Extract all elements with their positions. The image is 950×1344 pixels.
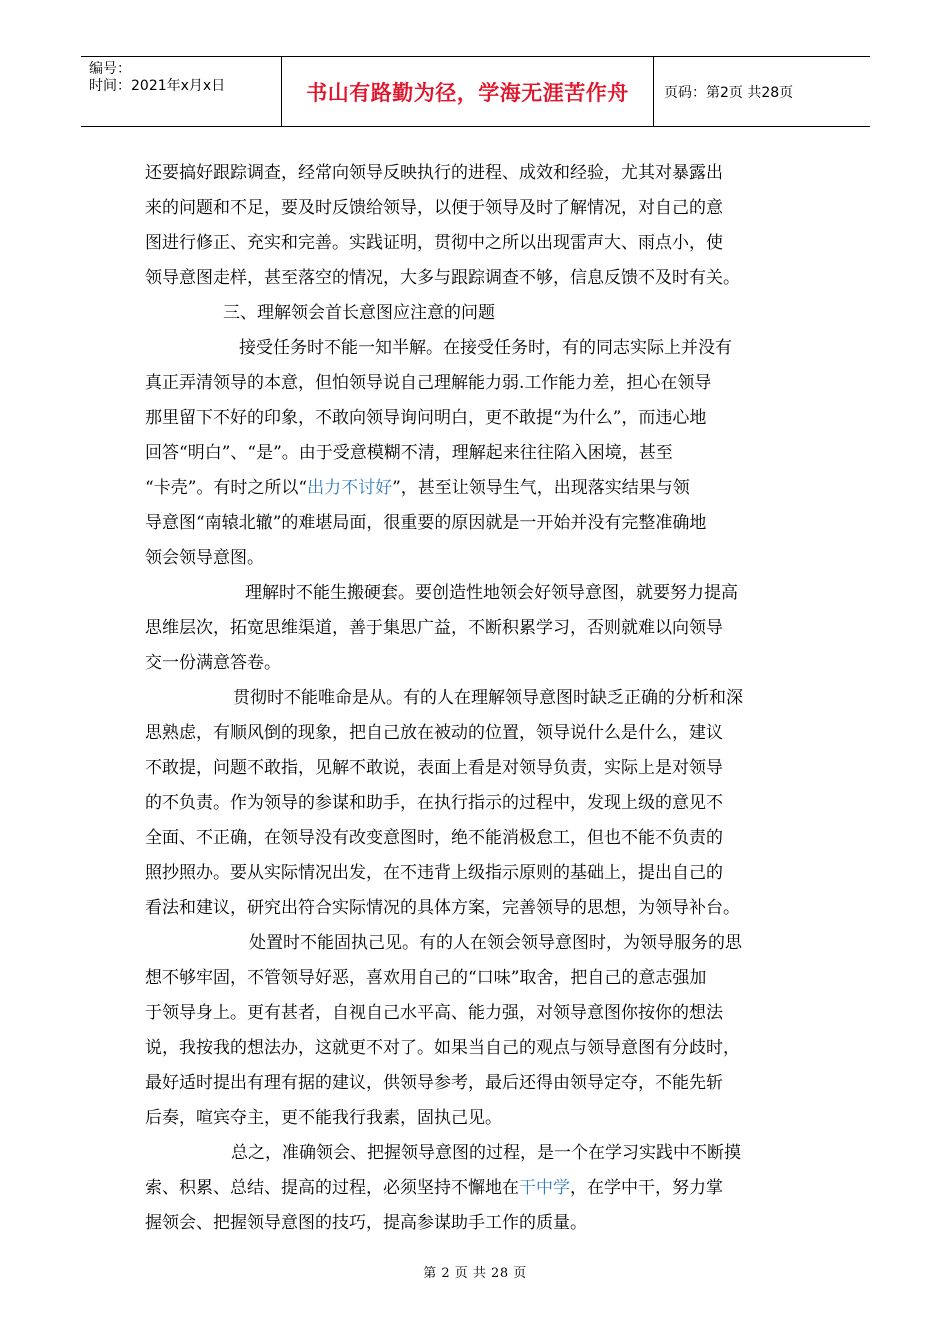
text-line: 全面、不正确，在领导没有改变意图时，绝不能消极怠工，但也不能不负责的 <box>145 828 723 848</box>
text-line: 后奏，喧宾夺主，更不能我行我素，固执己见。 <box>145 1108 502 1128</box>
text-fragment: ，在学中干，努力掌 <box>570 1178 723 1198</box>
paragraph-followup <box>145 156 800 296</box>
page-label: 页码：第2页 共28页 <box>664 84 794 101</box>
section-heading <box>145 296 800 331</box>
header-meta <box>81 57 281 126</box>
text-line: 领导意图走样，甚至落空的情况，大多与跟踪调查不够，信息反馈不及时有关。 <box>145 268 740 288</box>
text-line: 贯彻时不能唯命是从。有的人在理解领导意图时缺乏正确的分析和深 <box>233 688 743 708</box>
number-label: 编号： <box>89 61 131 77</box>
text-line <box>145 471 800 506</box>
paragraph-accept-task <box>145 331 800 576</box>
hyperlink-chulibutaohao[interactable]: 出力不讨好 <box>307 478 393 498</box>
paragraph-handle <box>145 926 800 1136</box>
text-line: 真正弄清领导的本意，但怕领导说自己理解能力弱.工作能力差，担心在领导 <box>145 373 712 393</box>
paragraph-summary <box>145 1136 800 1241</box>
text-line: 看法和建议，研究出符合实际情况的具体方案，完善领导的思想，为领导补台。 <box>145 898 740 918</box>
text-line: 回答“明白”、“是”。由于受意模糊不清，理解起来往往陷入困境，甚至 <box>145 443 673 463</box>
text-line: 来的问题和不足，要及时反馈给领导，以便于领导及时了解情况，对自己的意 <box>145 198 723 218</box>
hyperlink-ganzhongxue[interactable]: 干中学 <box>519 1178 570 1198</box>
text-line: 总之，准确领会、把握领导意图的过程，是一个在学习实践中不断摸 <box>231 1143 741 1163</box>
paragraph-understand <box>145 576 800 681</box>
text-line: 思维层次，拓宽思维渠道，善于集思广益，不断积累学习，否则就难以向领导 <box>145 618 723 638</box>
text-fragment: ”，甚至让领导生气，出现落实结果与领 <box>392 478 690 498</box>
text-line: 思熟虑，有顺风倒的现象，把自己放在被动的位置，领导说什么是什么，建议 <box>145 723 723 743</box>
text-line: 导意图“南辕北辙”的难堪局面，很重要的原因就是一开始并没有完整准确地 <box>145 513 707 533</box>
text-line: 处置时不能固执己见。有的人在领会领导意图时，为领导服务的思 <box>249 933 742 953</box>
text-line: 那里留下不好的印象，不敢向领导询问明白，更不敢提“为什么”，而违心地 <box>145 408 707 428</box>
text-line: 接受任务时不能一知半解。在接受任务时，有的同志实际上并没有 <box>239 338 732 358</box>
text-line: 还要搞好跟踪调查，经常向领导反映执行的进程、成效和经验，尤其对暴露出 <box>145 163 723 183</box>
page-footer: 第 2 页 共 28 页 <box>423 1266 527 1281</box>
text-line: 不敢提，问题不敢指，见解不敢说，表面上看是对领导负责，实际上是对领导 <box>145 758 723 778</box>
heading-text: 三、理解领会首长意图应注意的问题 <box>223 303 495 323</box>
header-page-info <box>654 57 870 126</box>
text-line: 的不负责。作为领导的参谋和助手，在执行指示的过程中，发现上级的意见不 <box>145 793 723 813</box>
paragraph-implement <box>145 681 800 926</box>
header-motto <box>281 57 654 126</box>
text-line: 交一份满意答卷。 <box>145 653 281 673</box>
text-line: 握领会、把握领导意图的技巧，提高参谋助手工作的质量。 <box>145 1213 587 1233</box>
text-line: 图进行修正、充实和完善。实践证明，贯彻中之所以出现雷声大、雨点小，使 <box>145 233 723 253</box>
text-fragment: 索、积累、总结、提高的过程，必须坚持不懈地在 <box>145 1178 519 1198</box>
text-line <box>145 1171 800 1206</box>
page-header <box>81 56 870 127</box>
text-line: 领会领导意图。 <box>145 548 264 568</box>
text-line: 说，我按我的想法办，这就更不对了。如果当自己的观点与领导意图有分歧时， <box>145 1038 740 1058</box>
text-line: 想不够牢固，不管领导好恶，喜欢用自己的“口味”取舍，把自己的意志强加 <box>145 968 707 988</box>
text-line: 最好适时提出有理有据的建议，供领导参考，最后还得由领导定夺，不能先斩 <box>145 1073 723 1093</box>
text-line: 照抄照办。要从实际情况出发，在不违背上级指示原则的基础上，提出自己的 <box>145 863 723 883</box>
text-line: 理解时不能生搬硬套。要创造性地领会好领导意图，就要努力提高 <box>245 583 738 603</box>
text-line: 于领导身上。更有甚者，自视自己水平高、能力强，对领导意图你按你的想法 <box>145 1003 723 1023</box>
motto-text: 书山有路勤为径，学海无涯苦作舟 <box>306 79 629 105</box>
time-label: 时间：2021年x月x日 <box>89 78 226 94</box>
text-fragment: “卡壳”。有时之所以“ <box>145 478 308 498</box>
document-body <box>145 156 800 1241</box>
